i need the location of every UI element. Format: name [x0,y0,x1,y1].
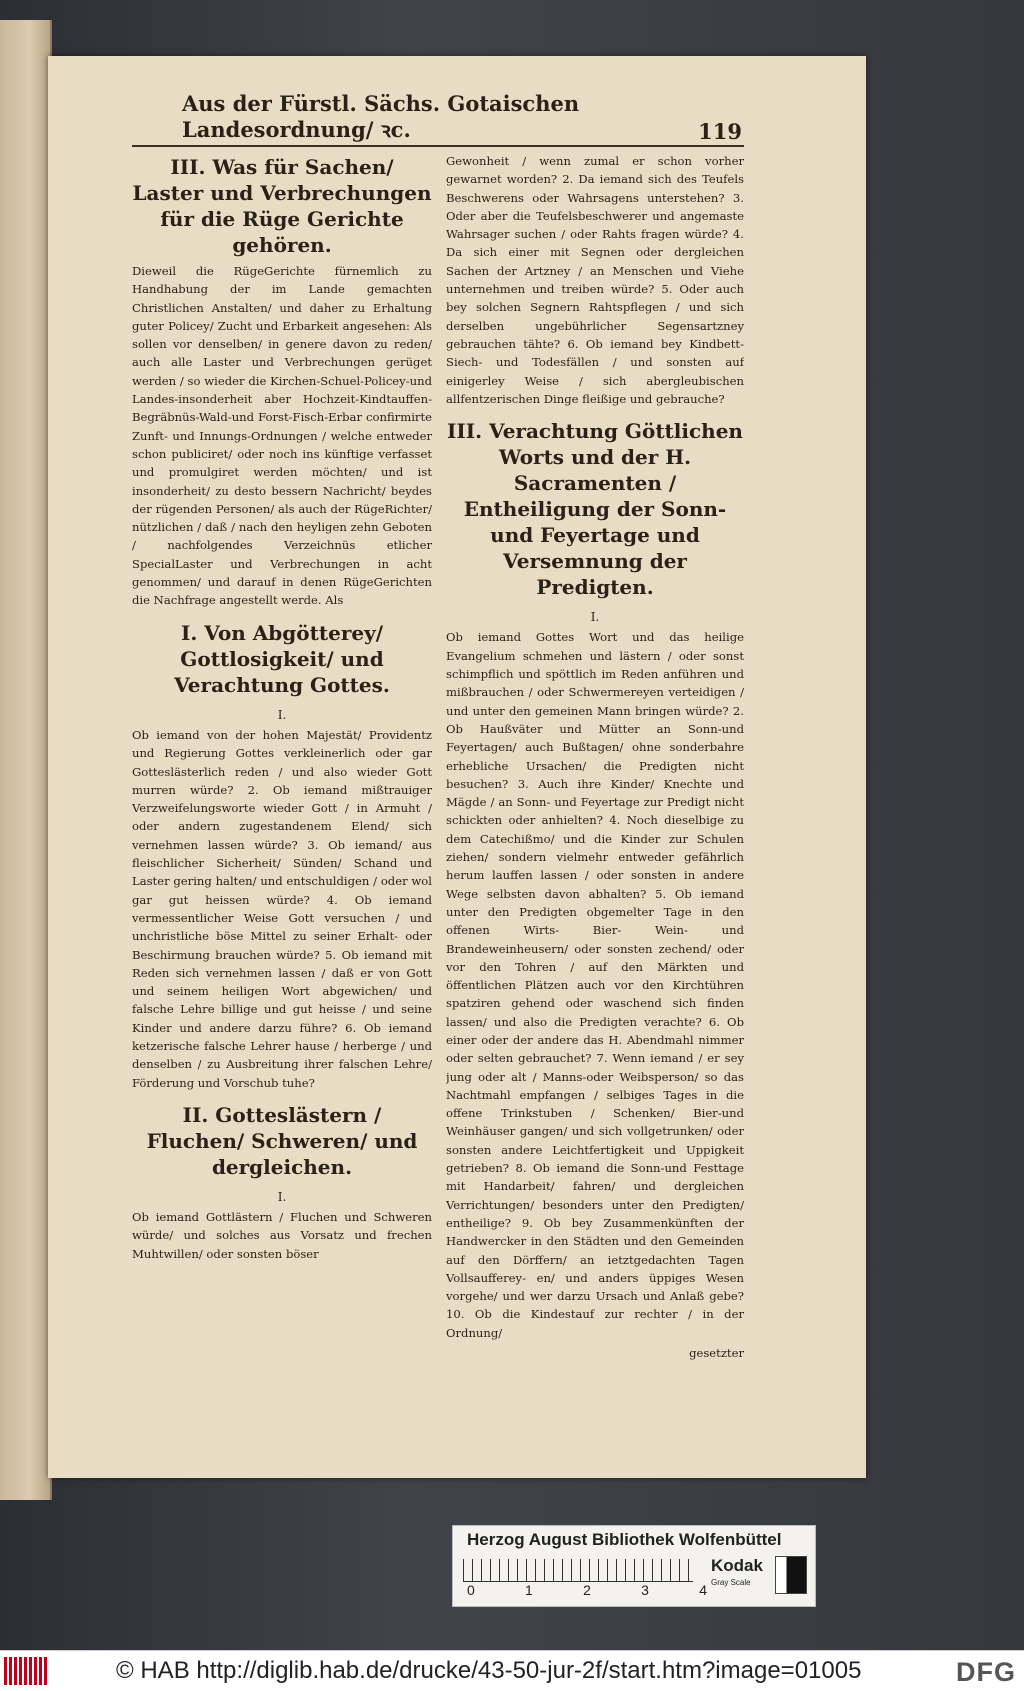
item-number: I. [590,610,600,625]
section-paragraph [446,628,744,1342]
section-paragraph [132,726,432,1092]
section-paragraph [446,152,744,408]
ruler-numbers [467,1582,707,1598]
ruler-number: 2 [583,1582,591,1598]
section-paragraph [132,262,432,610]
paragraph-text: Gewonheit / wenn zumal er schon vorher gewarnet worden? 2. Da iemand sich des Teufels Beschwerens oder Wahrsagens unterstehen? 3. Oder aber die Teufelsbeschwerer und angemaste Wahrsager suchen / oder Rahts fragen würde? 4. Da sich einer mit Segnen oder dergleichen Sachen der Artzney / an Menschen und Viehe unternehmen und treiben würde? 5. Oder auch bey solchen Segnern Rahtspflegen / und sich derselben ungebührlicher Segensartzney gebrauchen tähte? 6. Ob iemand bey Kindbett- Siech- und Todesfällen / und sonsten auf einigerley Weise / sich abergleubischen allfentzerischen Dinge fleißige und gebrauche? [446,154,744,406]
section-heading: I. Von Abgötterey/ Gottlosigkeit/ und Verachtung Gottes. [174,620,390,697]
section-heading: III. Was für Sachen/ Laster und Verbrechungen für die Rüge Gerichte gehören. [132,155,432,257]
dfg-logo: DFG [956,1657,1016,1687]
ruler-number: 1 [525,1582,533,1598]
ruler-number: 4 [699,1582,707,1598]
paragraph-text: Ob iemand Gottlästern / Fluchen und Schweren würde/ und solches aus Vorsatz und frechen Muhtwillen/ oder sonsten böser [132,1210,432,1261]
facing-page-edge [0,20,52,1500]
page-number: 119 [698,119,742,144]
hab-logo-icon [4,1657,48,1685]
library-name: Herzog August Bibliothek Wolfenbüttel [467,1530,782,1549]
item-number: I. [277,1189,287,1204]
footer-bar [0,1650,1024,1691]
section-heading: II. Gotteslästern / Fluchen/ Schweren/ und dergleichen. [146,1102,418,1179]
header-rule [132,145,744,147]
running-head-title: Aus der Fürstl. Sächs. Gotaischen Landesordnung/ ꝛc. [182,91,580,142]
section-paragraph [132,1208,432,1263]
kodak-logo: Kodak [711,1556,763,1575]
paragraph-text: Dieweil die RügeGerichte fürnemlich zu Handhabung der im Lande gemachten Christlichen Anstalten/ und daher zu Erhaltung guter Policey/ Zucht und Erbarkeit angesehen: Als sollen vor denselben/ in genere davon zu reden/ auch alle Laster und Verbrechungen gerüget werden / so wieder die Kirchen-Schuel-Policey-und Landes-insonderheit aber Hochzeit-Kindtauffen-Begräbnüs-Wald-und Forst-Fisch-Erbar confirmirte Zunft- und Innungs-Ordnungen / welche entweder schon publiciret/ oder noch ins künftige verfasset und promulgiret werden möchten/ und ist insonderheit/ zu desto bessern Nachricht/ beydes der rügenden Personen/ als auch der RügeRichter/ nützlichen / daß / nach den heyligen zehn Geboten / nachfolgendes Verzeichnüs etlicher SpecialLaster und Verbrechungen in acht genommen/ und darauf in denen RügeGerichten die Nachfrage angestellt werde. Als [132,264,432,608]
paragraph-text: Ob iemand von der hohen Majestät/ Providentz und Regierung Gottes verkleinerlich oder gar Gotteslästerlich reden / und also wieder Gott murren würde? 2. Ob iemand mißtrauiger Verzweifelungsworte wieder Gott / in Armuht / oder andern zugestandenem Elend/ sich vernehmen lassen würde? 3. Ob iemand/ aus fleischlicher Sicherheit/ Sünden/ Schand und Laster gering halten/ und entschuldigen / oder wol gar gut heissen würde? 4. Ob iemand vermessentlicher Weise Gott versuchen / und unchristliche böse Mittel zu seiner Erhalt- oder Beschirmung brauchen würde? 5. Ob iemand mit Reden sich vernehmen lassen / daß er von Gott und seinem heiligen Wort abgewichen/ und falsche Lehre billige und gut heisse / und seine Kinder und andere darzu führe? 6. Ob iemand ketzerische falsche Lehrer hause / herberge / und denselben / zu Ausbreitung ihrer falschen Lehre/ Förderung und Vorschub tuhe? [132,727,432,1090]
item-number: I. [277,707,287,722]
gray-scale-label: Gray Scale [711,1578,751,1587]
ruler-scale [463,1559,693,1582]
ruler-number: 0 [467,1582,475,1598]
section-heading: III. Verachtung Göttlichen Worts und der H. Sacramenten / Entheiligung der Sonn- und Feyertage und Versemnung der Predigten. [447,419,743,600]
ruler-number: 3 [641,1582,649,1598]
source-link[interactable]: © HAB http://diglib.hab.de/drucke/43-50-jur-2f/start.htm?image=01005 [116,1657,862,1684]
left-column [132,152,432,1263]
running-head [182,91,742,144]
gray-swatch [775,1556,807,1594]
catchword: gesetzter [689,1346,744,1361]
paragraph-text: Ob iemand Gottes Wort und das heilige Evangelium schmehen und lästern / oder sonst schimpflich und spöttlich im Reden anführen und mißbrauchen / oder Schwermereyen verteidigen / und unter den gemeinen Mann bringen würde? 2. Ob Haußväter und Mütter an Sonn-und Feyertagen/ auch Bußtagen/ ohne sonderbahre erhebliche Ursachen/ die Predigten nicht besuchen? 3. Auch ihre Kinder/ Knechte und Mägde / an Sonn- und Feyertage zur Predigt nicht schickten oder anhielten? 4. Noch dieselbige zu dem Catechißmo/ und die Kinder zur Schulen ziehen/ sondern vielmehr entweder gefährlich herum lauffen lassen / oder sonsten in andere Wege selbsten davon abhalten? 5. Ob iemand unter den Predigten obgemelter Tage in den offenen Wirts- Bier- Wein- und Brandeweinheusern/ oder sonsten zechend/ oder vor den Tohren / auf den Märkten und öffentlichen Plätzen auch vor den Kirchtühren spatziren gehend oder waschend sich finden lassen/ und also die Predigten verachte? 6. Ob einer oder der andere das H. Abendmahl nimmer oder selten gebrauchet? 7. Wenn iemand / er sey jung oder alt / Manns-oder Weibsperson/ so das Nachtmahl empfangen / selbiges Tages in die offene Trinkstuben / Schenken/ Bier-und Weinhäuser gangen/ und sich vollgetrunken/ oder sonsten andere Leichtfertigkeit und Uppigkeit getrieben? 8. Ob iemand die Sonn-und Festtage mit Handarbeit/ fahren/ und dergleichen Verrichtungen/ besonders unter den Predigten/ entheilige? 9. Ob bey Zusammenkünften der Handwercker in den Städten und den Gemeinden auf den Dörffern/ an ietztgedachten Tagen Vollsaufferey- en/ und anders üppiges Wesen vorgehe/ und wer darzu Ursach und Anlaß gebe? 10. Ob die Kindestauf zur rechter / in der Ordnung/ [446,630,744,1340]
right-column [446,152,744,1362]
color-calibration-strip [452,1525,816,1607]
